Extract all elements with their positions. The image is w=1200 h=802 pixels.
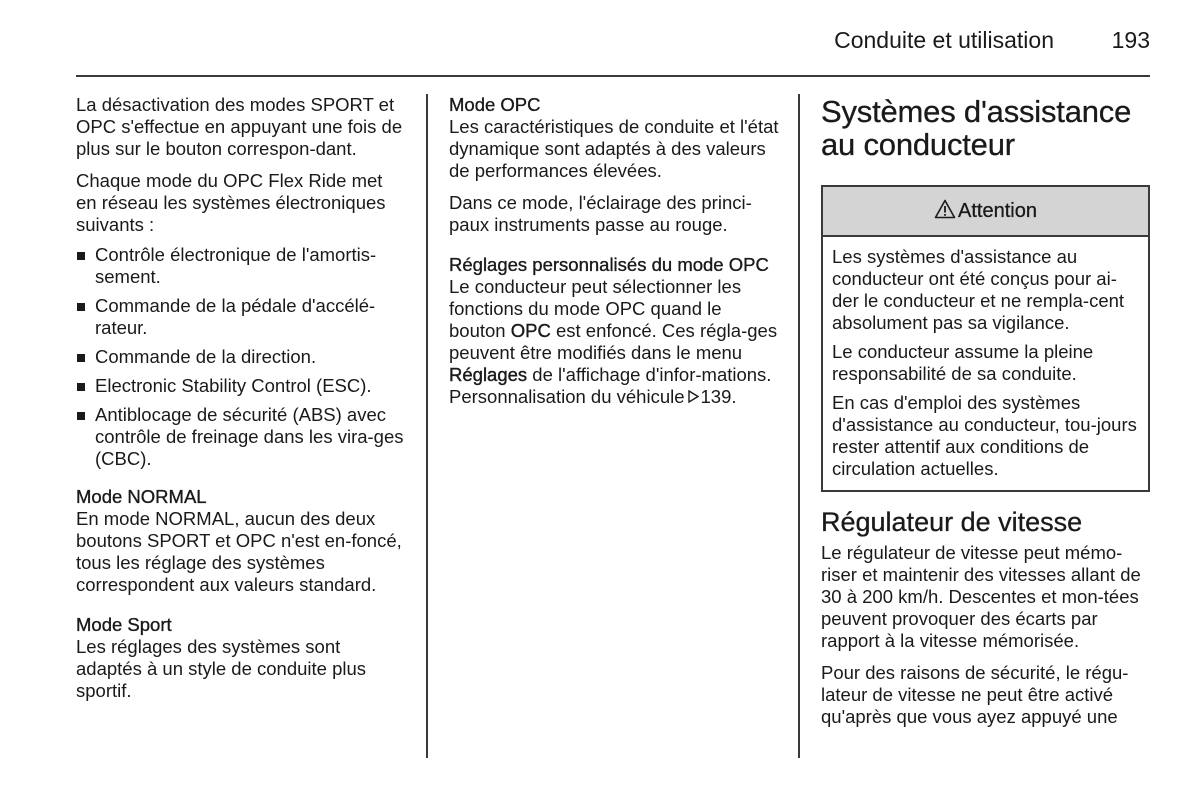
list-item: Commande de la pédale d'accélé-rateur. xyxy=(76,295,408,339)
warning-triangle-icon xyxy=(934,199,956,224)
warning-header xyxy=(823,187,1148,237)
page-header xyxy=(76,22,1150,77)
paragraph: Pour des raisons de sécurité, le régu-lateur de vitesse ne peut être activé qu'après que vous ayez appuyé une xyxy=(821,662,1129,727)
text-run: est enfoncé. Ces régla-ges peuvent être modifiés dans le menu xyxy=(449,320,778,363)
mode-sport-heading: Mode Sport xyxy=(76,614,172,635)
custom-settings-heading: Réglages personnalisés du mode OPC xyxy=(449,254,769,275)
warning-title: Attention xyxy=(958,200,1037,222)
text-run: Le conducteur peut sélectionner les fonctions du mode OPC quand le bouton xyxy=(449,276,742,341)
column-middle xyxy=(449,94,779,420)
paragraph: Les systèmes d'assistance au conducteur ont été conçus pour ai-der le conducteur et ne rempla-cent absolument pas sa vigilance. xyxy=(832,246,1125,333)
paragraph: Les réglages des systèmes sont adaptés à un style de conduite plus sportif. xyxy=(76,636,367,701)
keyword-opc: OPC xyxy=(510,320,551,341)
column-divider xyxy=(426,94,428,758)
header-section-title: Conduite et utilisation xyxy=(834,27,1054,53)
mode-opc-heading: Mode OPC xyxy=(449,94,541,115)
column-right xyxy=(821,95,1151,738)
keyword-reglages: Réglages xyxy=(449,364,528,385)
paragraph: En mode NORMAL, aucun des deux boutons SPORT et OPC n'est en-foncé, tous les réglage des systèmes correspondent aux valeurs standard. xyxy=(76,508,402,595)
cruise-control-heading: Régulateur de vitesse xyxy=(821,507,1083,537)
text-run: de l'affichage d'infor-mations. Personnalisation du véhicule xyxy=(449,364,772,407)
page-reference-icon xyxy=(688,388,699,410)
list-item: Contrôle électronique de l'amortis-sement. xyxy=(76,244,408,288)
column-left xyxy=(76,94,408,712)
page-reference-number: 139. xyxy=(700,386,737,407)
list-item: Antiblocage de sécurité (ABS) avec contrôle de freinage dans les vira-ges (CBC). xyxy=(76,404,408,470)
paragraph: Dans ce mode, l'éclairage des princi-paux instruments passe au rouge. xyxy=(449,192,752,235)
paragraph: Le régulateur de vitesse peut mémo-riser et maintenir des vitesses allant de 30 à 200 km/h. Descentes et mon-tées peuvent provoquer des écarts par rapport à la vitesse mémorisée. xyxy=(821,542,1141,651)
page-number: 193 xyxy=(1111,27,1150,53)
list-item: Electronic Stability Control (ESC). xyxy=(76,375,408,397)
mode-normal-heading: Mode NORMAL xyxy=(76,486,207,507)
systems-list xyxy=(76,244,408,470)
column-divider xyxy=(798,94,800,758)
paragraph: Chaque mode du OPC Flex Ride met en réseau les systèmes électroniques suivants : xyxy=(76,170,386,235)
warning-box xyxy=(821,185,1150,492)
paragraph: Le conducteur assume la pleine responsabilité de sa conduite. xyxy=(832,341,1094,384)
paragraph: En cas d'emploi des systèmes d'assistance au conducteur, tou-jours rester attentif aux conditions de circulation actuelles. xyxy=(832,392,1137,479)
list-item: Commande de la direction. xyxy=(76,346,408,368)
chapter-title: Systèmes d'assistance au conducteur xyxy=(821,94,1132,162)
warning-body xyxy=(823,237,1148,490)
paragraph: Les caractéristiques de conduite et l'état dynamique sont adaptés à des valeurs de performances élevées. xyxy=(449,116,779,181)
paragraph: La désactivation des modes SPORT et OPC s'effectue en appuyant une fois de plus sur le bouton correspon-dant. xyxy=(76,94,403,159)
paragraph xyxy=(449,276,779,410)
